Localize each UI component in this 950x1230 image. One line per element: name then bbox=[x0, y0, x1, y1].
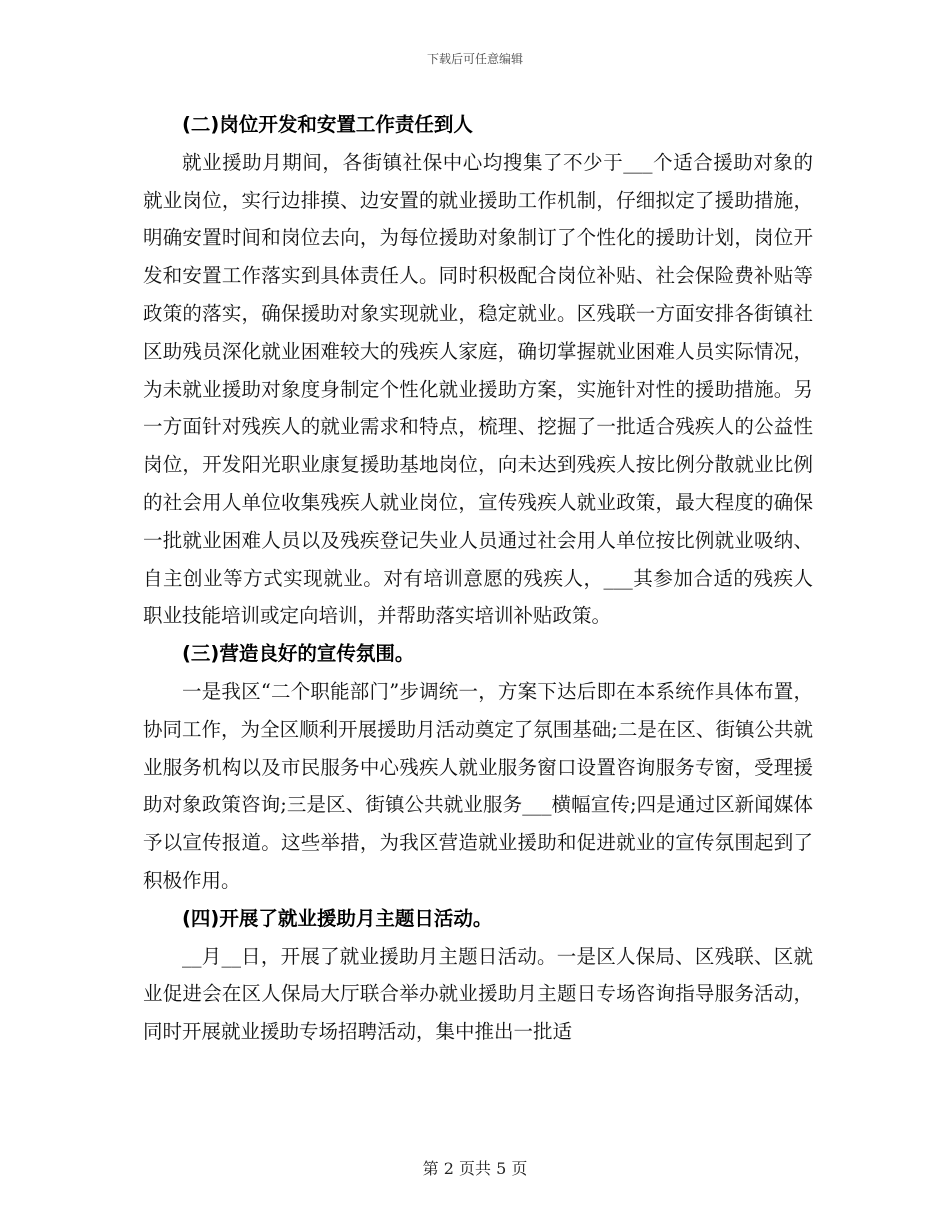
page-footer: 第 2 页共 5 页 bbox=[422, 1159, 528, 1178]
section-paragraph: __月__日，开展了就业援助月主题日活动。一是区人保局、区残联、区就业促进会在区人保局大厅联合举办就业援助月主题日专场咨询指导服务活动，同时开展就业援助专场招聘活动，集中推出一批适 bbox=[143, 944, 813, 1044]
section-paragraph: 一是我区“二个职能部门”步调统一，方案下达后即在本系统作具体布置，协同工作，为全区顺利开展援助月活动奠定了氛围基础;二是在区、街镇公共就业服务机构以及市民服务中心残疾人就业服务窗口设置咨询服务专窗，受理援助对象政策咨询;三是区、街镇公共就业服务___横幅宣传;四是通过区新闻媒体予以宣传报道。这些举措，为我区营造就业援助和促进就业的宣传氛围起到了积极作用。 bbox=[143, 679, 813, 892]
document-body bbox=[143, 106, 813, 1051]
section-paragraph: 就业援助月期间，各街镇社保中心均搜集了不少于___个适合援助对象的就业岗位，实行边排摸、边安置的就业援助工作机制，仔细拟定了援助措施，明确安置时间和岗位去向，为每位援助对象制订了个性化的援助计划，岗位开发和安置工作落实到具体责任人。同时积极配合岗位补贴、社会保险费补贴等政策的落实，确保援助对象实现就业，稳定就业。区残联一方面安排各街镇社区助残员深化就业困难较大的残疾人家庭，确切掌握就业困难人员实际情况，为未就业援助对象度身制定个性化就业援助方案，实施针对性的援助措施。另一方面针对残疾人的就业需求和特点，梳理、挖掘了一批适合残疾人的公益性岗位，开发阳光职业康复援助基地岗位，向未达到残疾人按比例分散就业比例的社会用人单位收集残疾人就业岗位，宣传残疾人就业政策，最大程度的确保一批就业困难人员以及残疾登记失业人员通过社会用人单位按比例就业吸纳、自主创业等方式实现就业。对有培训意愿的残疾人，___其参加合适的残疾人职业技能培训或定向培训，并帮助落实培训补贴政策。 bbox=[143, 150, 813, 628]
section-heading-2: (二)岗位开发和安置工作责任到人 bbox=[182, 113, 473, 136]
section-heading-3: (三)营造良好的宣传氛围。 bbox=[182, 642, 415, 666]
section-heading-4: (四)开展了就业援助月主题日活动。 bbox=[182, 906, 493, 930]
page-header: 下载后可任意编辑 bbox=[426, 52, 523, 66]
